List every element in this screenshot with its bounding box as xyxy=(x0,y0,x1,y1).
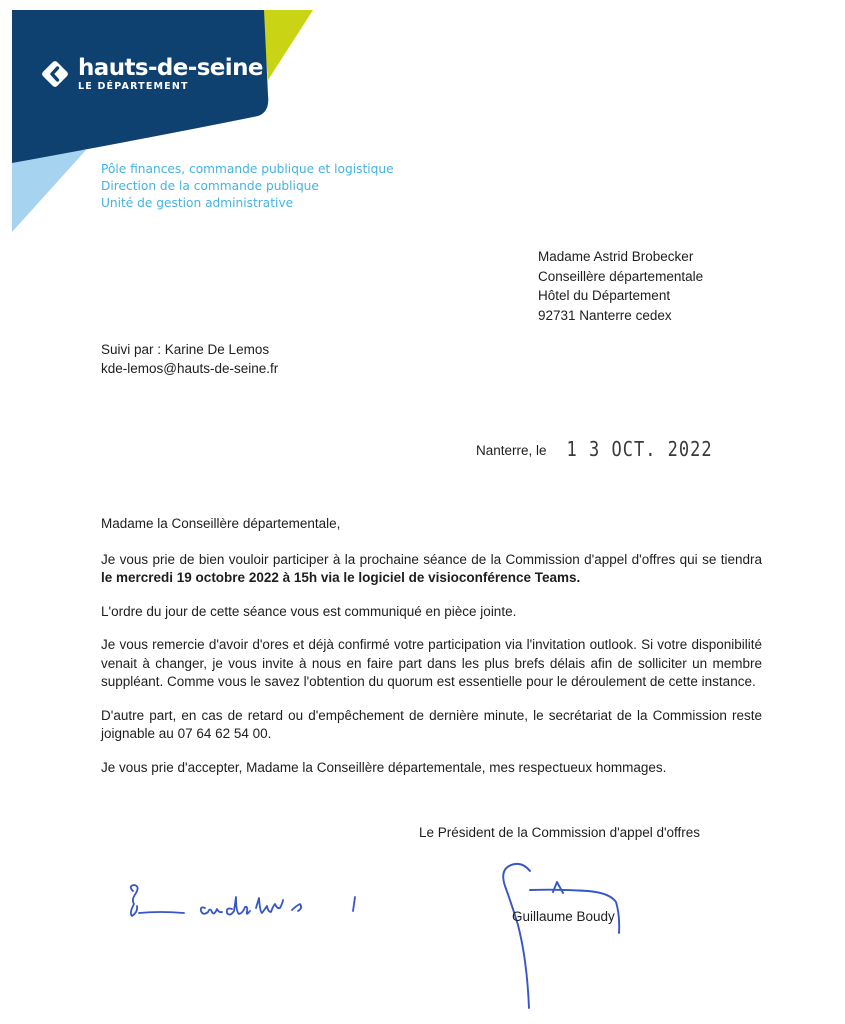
followup-email: kde-lemos@hauts-de-seine.fr xyxy=(101,361,279,376)
salutation: Madame la Conseillère départementale, xyxy=(101,516,341,531)
paragraph-agenda: L'ordre du jour de cette séance vous est communiqué en pièce jointe. xyxy=(101,603,517,619)
paragraph-invitation-text: Je vous prie de bien vouloir participer à la prochaine séance de la Commission d'appel d'offres qui se tiendra xyxy=(101,551,762,567)
brand-name: hauts-de-seine xyxy=(78,55,263,81)
service-lines xyxy=(101,161,394,212)
paragraph-confirmation: Je vous remercie d'avoir d'ores et déjà confirmé votre participation via l'invitation outlook. Si votre disponibilité venait à changer, je vous invite à nous en faire part dans les plus brefs délais afin de solliciter un membre suppléant. Comme vous le savez l'obtention du quorum est essentielle pour le déroulement de cette instance. xyxy=(101,637,762,689)
closing-formula: Je vous prie d'accepter, Madame la Conseillère départementale, mes respectueux hommages. xyxy=(101,759,667,775)
brand-logo xyxy=(40,56,263,92)
signer-name: Guillaume Boudy xyxy=(512,909,615,924)
service-line-unit: Unité de gestion administrative xyxy=(101,196,294,210)
chevron-left-diamond-icon xyxy=(40,59,70,89)
followup-contact xyxy=(101,340,278,378)
paragraph-contact: D'autre part, en cas de retard ou d'empêchement de dernière minute, le secrétariat de la Commission reste joignable au 07 64 62 54 00. xyxy=(101,707,762,741)
letter-body xyxy=(101,515,762,792)
handwritten-note-icon xyxy=(131,885,355,916)
service-line-direction: Direction de la commande publique xyxy=(101,179,319,193)
recipient-name: Madame Astrid Brobecker xyxy=(538,249,694,264)
followup-label: Suivi par : Karine De Lemos xyxy=(101,342,270,357)
date-stamp: 1 3 OCT. 2022 xyxy=(566,438,713,462)
letterhead xyxy=(0,0,420,240)
handwritten-signature-icon xyxy=(503,864,619,1008)
service-line-pole: Pôle finances, commande publique et logistique xyxy=(101,162,394,176)
dateline xyxy=(476,440,713,460)
date-place: Nanterre, le xyxy=(476,443,547,458)
meeting-details: le mercredi 19 octobre 2022 à 15h via le logiciel de visioconférence Teams. xyxy=(101,570,581,585)
recipient-address xyxy=(538,247,703,325)
recipient-building: Hôtel du Département xyxy=(538,288,671,303)
light-blue-triangle-shape xyxy=(12,150,86,232)
lime-triangle-shape xyxy=(262,10,313,80)
recipient-role: Conseillère départementale xyxy=(538,268,704,284)
recipient-city: 92731 Nanterre cedex xyxy=(538,307,672,323)
paragraph-invitation xyxy=(101,551,762,588)
brand-subtitle: LE DÉPARTEMENT xyxy=(78,81,189,92)
signer-title: Le Président de la Commission d'appel d'offres xyxy=(419,825,701,840)
